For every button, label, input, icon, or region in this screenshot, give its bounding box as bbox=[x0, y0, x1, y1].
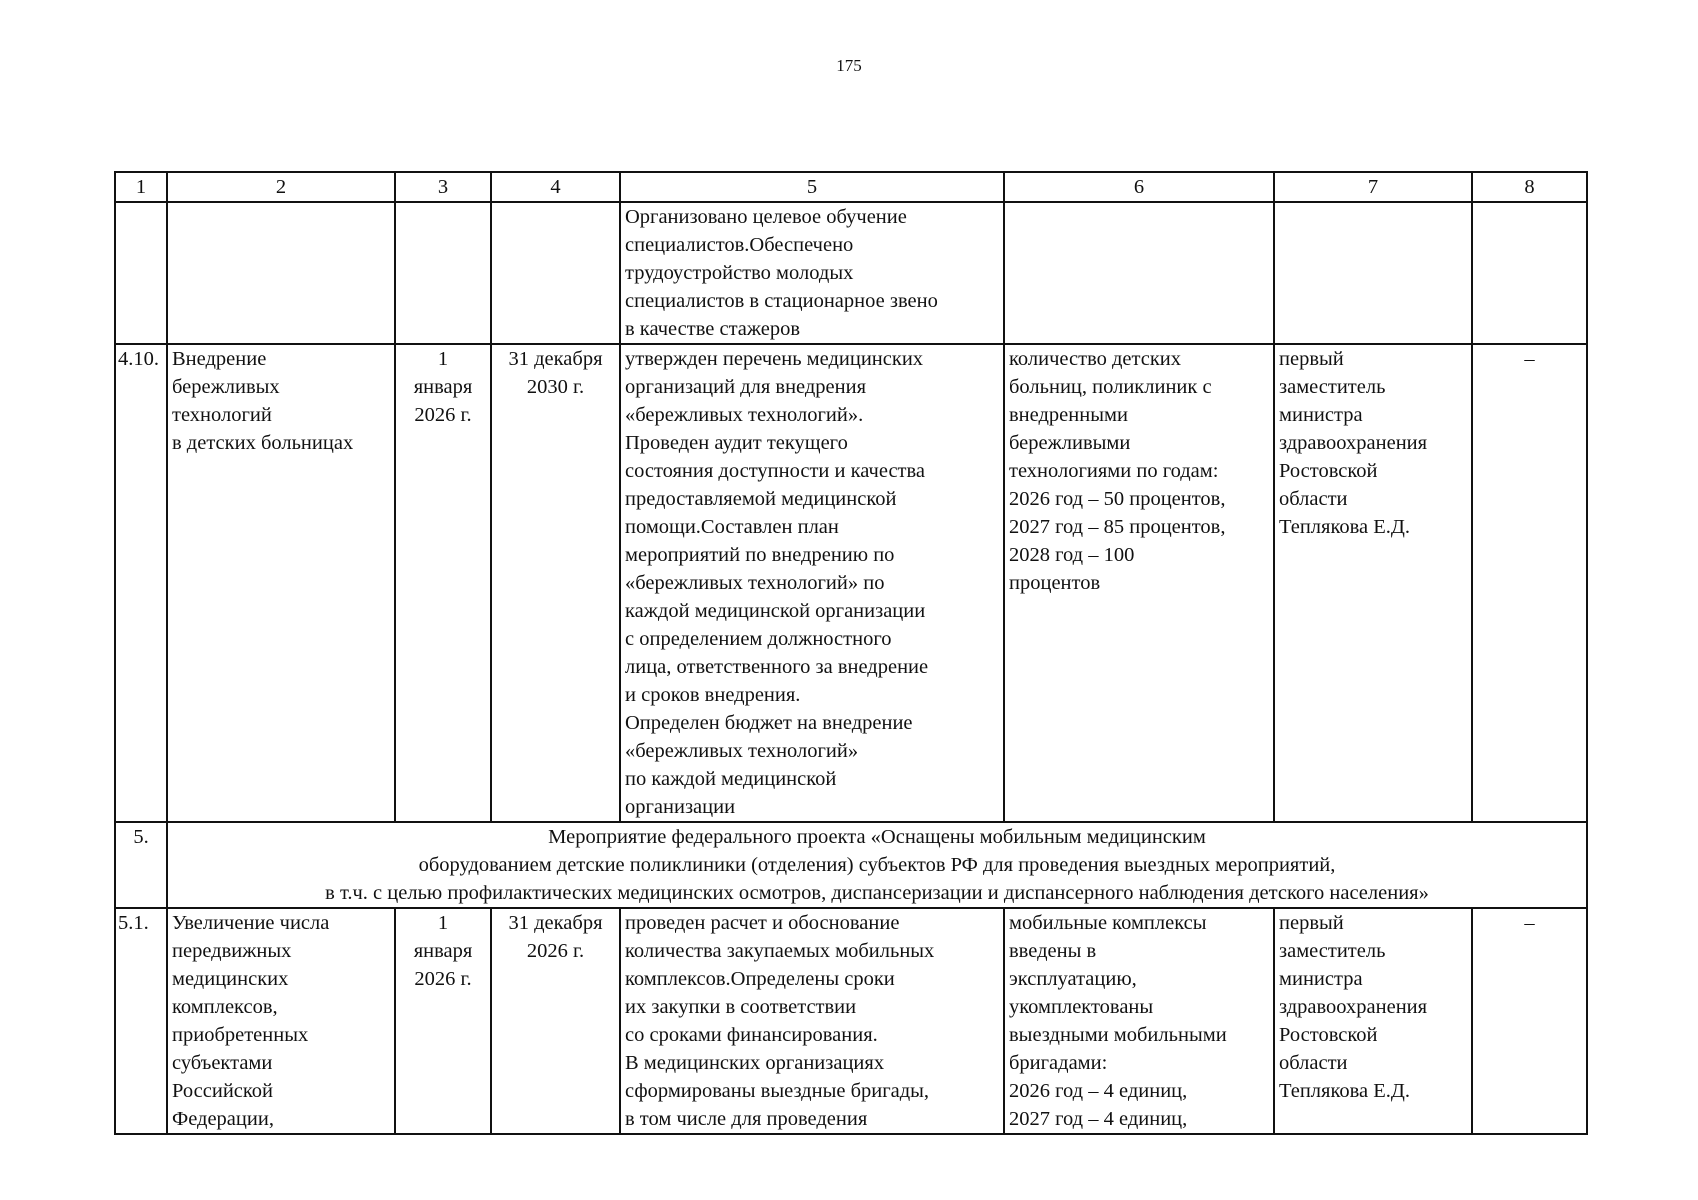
cell-indicator: мобильные комплексы введены в эксплуатацию, укомплектованы выездными мобильными бригадами: 2026 год – 4 единиц, 2027 год – 4 единиц, bbox=[1004, 908, 1274, 1134]
header-cell: 1 bbox=[115, 172, 167, 202]
cell-empty bbox=[491, 202, 620, 344]
cell-title: Внедрение бережливых технологий в детских больницах bbox=[167, 344, 395, 822]
header-cell: 2 bbox=[167, 172, 395, 202]
header-cell: 4 bbox=[491, 172, 620, 202]
cell-dash: – bbox=[1472, 908, 1587, 1134]
header-row bbox=[115, 172, 1587, 202]
cell-title: Увеличение числа передвижных медицинских комплексов, приобретенных субъектами Российской Федерации, bbox=[167, 908, 395, 1134]
cell-empty bbox=[115, 202, 167, 344]
cell-result: утвержден перечень медицинских организаций для внедрения «бережливых технологий». Проведен аудит текущего состояния доступности и качества предоставляемой медицинской помощи.Составлен план мероприятий по внедрению по «бережливых технологий» по каждой медицинской организации с определением должностного лица, ответственного за внедрение и сроков внедрения. Определен бюджет на внедрение «бережливых технологий» по каждой медицинской организации bbox=[620, 344, 1004, 822]
header-cell: 3 bbox=[395, 172, 491, 202]
cell-result: Организовано целевое обучение специалистов.Обеспечено трудоустройство молодых специалистов в стационарное звено в качестве стажеров bbox=[620, 202, 1004, 344]
cell-number: 4.10. bbox=[115, 344, 167, 822]
cell-end-date: 31 декабря 2030 г. bbox=[491, 344, 620, 822]
table-row-4-10 bbox=[115, 344, 1587, 822]
header-cell: 7 bbox=[1274, 172, 1472, 202]
measures-table bbox=[114, 171, 1588, 1135]
cell-dash: – bbox=[1472, 344, 1587, 822]
header-cell: 8 bbox=[1472, 172, 1587, 202]
cell-number: 5.1. bbox=[115, 908, 167, 1134]
cell-section-title: Мероприятие федерального проекта «Оснащены мобильным медицинским оборудованием детские поликлиники (отделения) субъектов РФ для проведения выездных мероприятий, в т.ч. с целью профилактических медицинских осмотров, диспансеризации и диспансерного наблюдения детского населения» bbox=[167, 822, 1587, 908]
cell-indicator: количество детских больниц, поликлиник с внедренными бережливыми технологиями по годам: 2026 год – 50 процентов, 2027 год – 85 процентов, 2028 год – 100 процентов bbox=[1004, 344, 1274, 822]
table-row-continuation bbox=[115, 202, 1587, 344]
cell-number: 5. bbox=[115, 822, 167, 908]
cell-empty bbox=[1472, 202, 1587, 344]
cell-responsible: первый заместитель министра здравоохранения Ростовской области Теплякова Е.Д. bbox=[1274, 344, 1472, 822]
table-row-5 bbox=[115, 822, 1587, 908]
cell-responsible: первый заместитель министра здравоохранения Ростовской области Теплякова Е.Д. bbox=[1274, 908, 1472, 1134]
cell-empty bbox=[1004, 202, 1274, 344]
cell-start-date: 1 января 2026 г. bbox=[395, 908, 491, 1134]
cell-result: проведен расчет и обоснование количества закупаемых мобильных комплексов.Определены сроки их закупки в соответствии со сроками финансирования. В медицинских организациях сформированы выездные бригады, в том числе для проведения bbox=[620, 908, 1004, 1134]
header-cell: 6 bbox=[1004, 172, 1274, 202]
cell-empty bbox=[1274, 202, 1472, 344]
cell-empty bbox=[167, 202, 395, 344]
header-cell: 5 bbox=[620, 172, 1004, 202]
cell-end-date: 31 декабря 2026 г. bbox=[491, 908, 620, 1134]
cell-empty bbox=[395, 202, 491, 344]
table-row-5-1 bbox=[115, 908, 1587, 1134]
cell-start-date: 1 января 2026 г. bbox=[395, 344, 491, 822]
page-number: 175 bbox=[836, 56, 862, 75]
